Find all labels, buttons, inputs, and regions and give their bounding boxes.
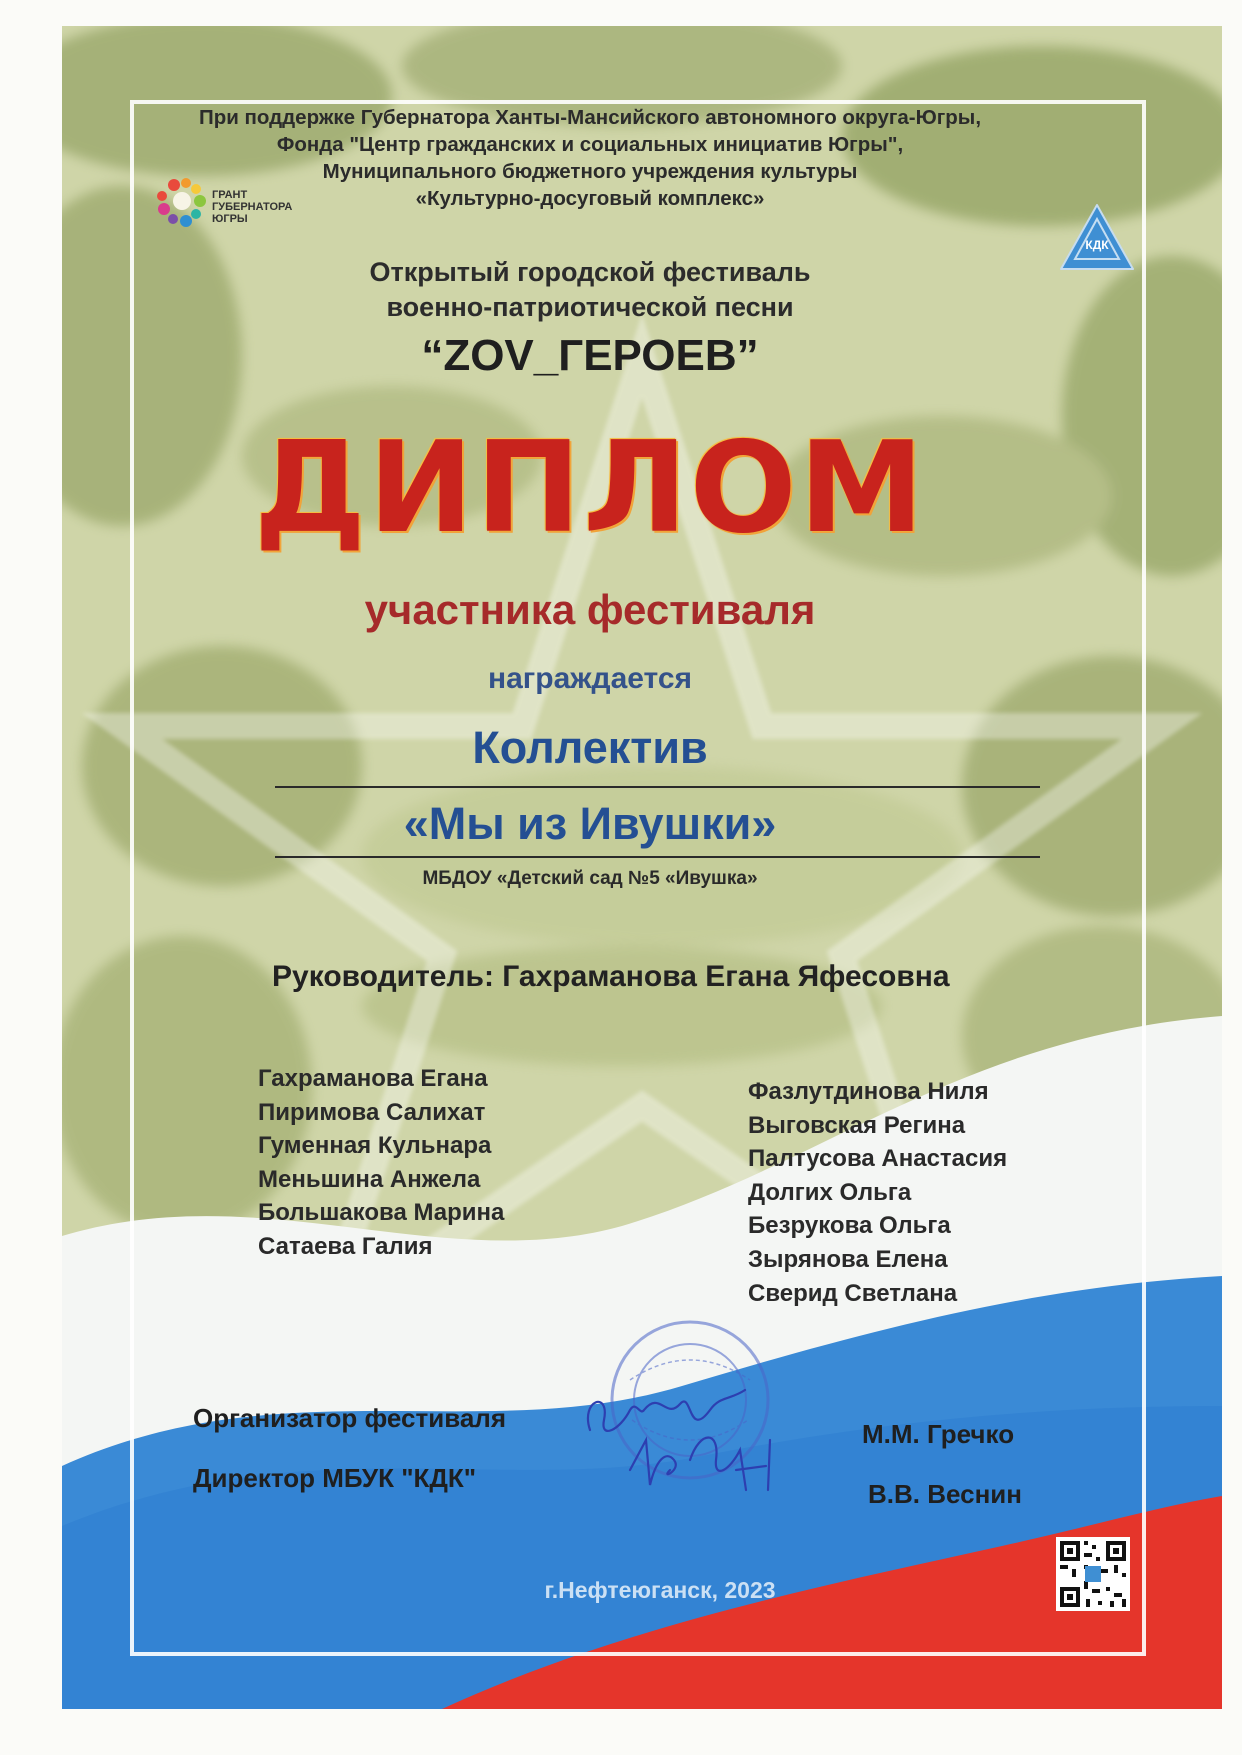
member-name: Большакова Марина <box>258 1199 505 1227</box>
official-stamp-icon <box>612 1322 768 1478</box>
member-name: Фазлутдинова Ниля <box>748 1078 989 1105</box>
kdk-logo <box>1057 201 1137 276</box>
institution-name: МБДОУ «Детский сад №5 «Ивушка» <box>422 868 758 889</box>
organizer-label: Организатор фестиваля <box>193 1403 506 1433</box>
stamp-and-signatures <box>570 1320 830 1520</box>
kdk-logo-text: КДК <box>1085 238 1109 252</box>
diploma-subtitle: участника фестиваля <box>364 586 816 633</box>
member-name: Безрукова Ольга <box>748 1212 951 1240</box>
leader-line: Руководитель: Гахраманова Егана Яфесовна <box>272 960 950 993</box>
member-name: Гахраманова Егана <box>258 1065 488 1092</box>
city-year: г.Нефтеюганск, 2023 <box>544 1577 776 1603</box>
grant-logo-line2: ГУБЕРНАТОРА <box>212 201 293 213</box>
member-name: Сатаева Галия <box>258 1232 433 1260</box>
underline <box>275 856 1040 858</box>
support-line: При поддержке Губернатора Ханты-Мансийского автономного округа-Югры, <box>198 106 982 129</box>
grant-logo-line3: ЮГРЫ <box>212 213 248 225</box>
member-name: Сверид Светлана <box>748 1279 958 1307</box>
member-name: Гуменная Кульнара <box>258 1132 492 1160</box>
member-name: Зырянова Елена <box>748 1245 948 1273</box>
member-name: Палтусова Анастасия <box>748 1145 1008 1173</box>
kdk-triangle-icon <box>1061 205 1133 269</box>
support-line: «Культурно-досуговый комплекс» <box>415 187 765 210</box>
festival-description <box>180 255 1000 325</box>
member-name: Меньшина Анжела <box>258 1165 481 1193</box>
diploma-title: ДИПЛОМ <box>253 414 927 561</box>
member-name: Долгих Ольга <box>748 1178 912 1206</box>
member-name: Выговская Регина <box>748 1111 966 1139</box>
festival-line1: Открытый городской фестиваль <box>369 257 811 287</box>
recipient-line2: «Мы из Ивушки» <box>403 798 777 849</box>
member-name: Пиримова Салихат <box>258 1098 486 1126</box>
organizer-name: М.М. Гречко <box>862 1419 1015 1449</box>
festival-name: “ZOV_ГЕРОЕВ” <box>421 331 759 380</box>
support-line: Фонда "Центр гражданских и социальных инициатив Югры", <box>276 133 904 156</box>
support-line: Муниципального бюджетного учреждения культуры <box>322 160 858 183</box>
director-name: В.В. Веснин <box>868 1479 1022 1509</box>
underline <box>275 786 1040 788</box>
grant-logo-line1: ГРАНТ <box>212 189 248 201</box>
director-label: Директор МБУК "КДК" <box>193 1463 477 1493</box>
members-list-left <box>258 1062 504 1264</box>
members-list-right <box>748 1075 1007 1310</box>
awarded-label: награждается <box>487 662 693 695</box>
festival-line2: военно-патриотической песни <box>386 292 794 322</box>
recipient-line1: Коллектив <box>472 722 708 773</box>
qr-code-icon[interactable] <box>1056 1537 1130 1611</box>
support-text <box>170 104 1010 212</box>
